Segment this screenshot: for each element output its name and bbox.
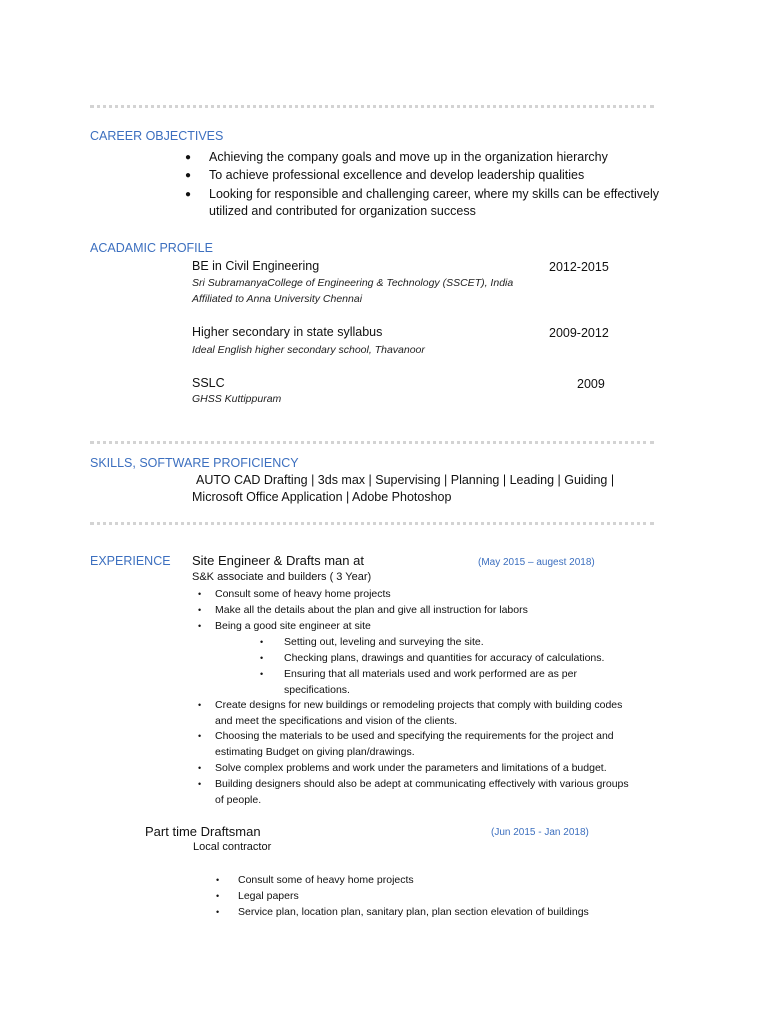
job-bullet: • Solve complex problems and work under the parameters and limitations of a budget. — [198, 762, 607, 774]
bullet-icon: ● — [185, 152, 192, 163]
career-item: ● To achieve professional excellence and develop leadership qualities — [185, 168, 585, 182]
divider-top — [90, 105, 654, 108]
skills-line: AUTO CAD Drafting | 3ds max | Supervising | Planning | Leading | Guiding | — [196, 473, 615, 487]
job-bullet: • Choosing the materials to be used and specifying the requirements for the project and — [198, 730, 614, 742]
job-subbullet-continued: specifications. — [284, 684, 350, 696]
job-title: Site Engineer & Drafts man at — [192, 553, 364, 568]
bullet-icon: • — [198, 605, 202, 615]
career-objectives-heading: CAREER OBJECTIVES — [90, 129, 224, 143]
institution-affiliation: Affiliated to Anna University Chennai — [192, 293, 363, 305]
bullet-icon: • — [216, 875, 220, 885]
job-bullet: • Make all the details about the plan and give all instruction for labors — [198, 604, 528, 616]
job-bullet: • Building designers should also be adept at communicating effectively with various groups — [198, 778, 629, 790]
institution: Ideal English higher secondary school, Thavanoor — [192, 344, 425, 356]
bullet-icon: • — [198, 589, 202, 599]
degree-years: 2012-2015 — [549, 260, 609, 274]
job-bullet: • Consult some of heavy home projects — [198, 588, 391, 600]
institution: GHSS Kuttippuram — [192, 393, 282, 405]
career-item-continued: utilized and contributed for organization success — [209, 204, 476, 218]
bullet-icon: • — [260, 653, 264, 663]
degree-title: SSLC — [192, 376, 225, 390]
bullet-icon: • — [198, 621, 202, 631]
bullet-icon: • — [216, 891, 220, 901]
job-bullet: • Being a good site engineer at site — [198, 620, 371, 632]
bullet-icon: • — [198, 700, 202, 710]
experience-heading: EXPERIENCE — [90, 554, 171, 568]
divider-skills-top — [90, 441, 654, 444]
degree-years: 2009-2012 — [549, 326, 609, 340]
bullet-icon: • — [260, 637, 264, 647]
career-item: ● Achieving the company goals and move up in the organization hierarchy — [185, 150, 608, 164]
job-company: Local contractor — [193, 841, 272, 853]
job-title: Part time Draftsman — [145, 824, 261, 839]
job-bullet: • Consult some of heavy home projects — [216, 874, 414, 886]
bullet-icon: • — [216, 907, 220, 917]
institution: Sri SubramanyaCollege of Engineering & Technology (SSCET), India — [192, 277, 514, 289]
skills-line: Microsoft Office Application | Adobe Photoshop — [192, 490, 452, 504]
job-subbullet: • Setting out, leveling and surveying the site. — [260, 636, 484, 648]
degree-title: BE in Civil Engineering — [192, 259, 320, 273]
job-dates: (Jun 2015 - Jan 2018) — [491, 827, 589, 838]
job-subbullet: • Checking plans, drawings and quantities for accuracy of calculations. — [260, 652, 605, 664]
bullet-icon: • — [198, 763, 202, 773]
divider-skills-bottom — [90, 522, 654, 525]
degree-title: Higher secondary in state syllabus — [192, 325, 383, 339]
skills-heading: SKILLS, SOFTWARE PROFICIENCY — [90, 456, 299, 470]
job-subbullet: • Ensuring that all materials used and work performed are as per — [260, 668, 577, 680]
career-item: ● Looking for responsible and challenging career, where my skills can be effectively — [185, 187, 660, 201]
job-company: S&K associate and builders ( 3 Year) — [192, 571, 372, 583]
bullet-icon: ● — [185, 189, 192, 200]
job-bullet-continued: and meet the specifications and vision of the clients. — [215, 715, 458, 727]
bullet-icon: • — [198, 731, 202, 741]
job-bullet-continued: estimating Budget on giving plan/drawings. — [215, 746, 415, 758]
job-bullet-continued: of people. — [215, 794, 262, 806]
bullet-icon: ● — [185, 170, 192, 181]
job-bullet: • Create designs for new buildings or remodeling projects that comply with building codes — [198, 699, 623, 711]
academic-profile-heading: ACADAMIC PROFILE — [90, 241, 213, 255]
degree-years: 2009 — [577, 377, 605, 391]
job-dates: (May 2015 – augest 2018) — [478, 557, 595, 568]
bullet-icon: • — [198, 779, 202, 789]
job-bullet: • Legal papers — [216, 890, 299, 902]
job-bullet: • Service plan, location plan, sanitary plan, plan section elevation of buildings — [216, 906, 589, 918]
bullet-icon: • — [260, 669, 264, 679]
